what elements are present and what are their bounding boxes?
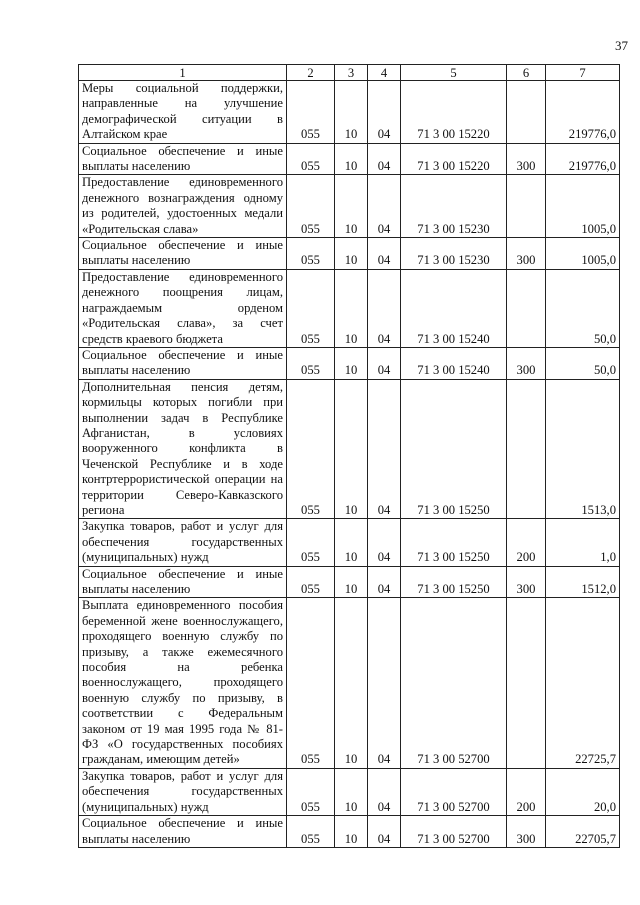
- row-code-cell: 055: [287, 768, 335, 815]
- column-header: 5: [401, 65, 507, 81]
- table-row: [79, 566, 620, 598]
- row-expense-type-cell: [507, 81, 546, 144]
- row-section-cell: 10: [335, 816, 368, 848]
- row-target-article-cell: 71 3 00 15250: [401, 566, 507, 598]
- row-section-cell: 10: [335, 566, 368, 598]
- row-target-article-cell: 71 3 00 15250: [401, 519, 507, 566]
- row-name-cell: Социальное обеспечение и иные выплаты населению: [79, 816, 287, 848]
- row-section-cell: 10: [335, 598, 368, 768]
- row-section-cell: 10: [335, 175, 368, 238]
- row-target-article-cell: 71 3 00 15230: [401, 175, 507, 238]
- row-target-article-cell: 71 3 00 15250: [401, 379, 507, 519]
- row-target-article-cell: 71 3 00 15240: [401, 269, 507, 347]
- row-subsection-cell: 04: [368, 347, 401, 379]
- row-section-cell: 10: [335, 347, 368, 379]
- row-target-article-cell: 71 3 00 15230: [401, 238, 507, 270]
- row-amount-cell: 1512,0: [546, 566, 620, 598]
- row-code-cell: 055: [287, 143, 335, 175]
- column-header: 2: [287, 65, 335, 81]
- row-subsection-cell: 04: [368, 816, 401, 848]
- row-target-article-cell: 71 3 00 52700: [401, 816, 507, 848]
- column-header: 6: [507, 65, 546, 81]
- table-row: [79, 598, 620, 768]
- row-subsection-cell: 04: [368, 598, 401, 768]
- budget-table: [78, 64, 620, 848]
- row-subsection-cell: 04: [368, 379, 401, 519]
- row-code-cell: 055: [287, 175, 335, 238]
- row-section-cell: 10: [335, 768, 368, 815]
- row-expense-type-cell: [507, 175, 546, 238]
- row-section-cell: 10: [335, 519, 368, 566]
- row-name-cell: Меры социальной поддержки, направленные на улучшение демографической ситуации в Алтайском крае: [79, 81, 287, 144]
- row-name-cell: Предоставление единовременного денежного поощрения лицам, награждаемым орденом «Родительская слава», за счет средств краевого бюджета: [79, 269, 287, 347]
- row-expense-type-cell: [507, 269, 546, 347]
- row-expense-type-cell: 200: [507, 519, 546, 566]
- row-name-cell: Предоставление единовременного денежного вознаграждения одному из родителей, удостоенных медали «Родительская слава»: [79, 175, 287, 238]
- row-expense-type-cell: 200: [507, 768, 546, 815]
- row-amount-cell: 50,0: [546, 347, 620, 379]
- row-target-article-cell: 71 3 00 52700: [401, 598, 507, 768]
- column-header: 1: [79, 65, 287, 81]
- table-row: [79, 768, 620, 815]
- row-name-cell: Социальное обеспечение и иные выплаты населению: [79, 566, 287, 598]
- row-name-cell: Социальное обеспечение и иные выплаты населению: [79, 347, 287, 379]
- row-name-cell: Закупка товаров, работ и услуг для обеспечения государственных (муниципальных) нужд: [79, 768, 287, 815]
- table-row: [79, 519, 620, 566]
- row-amount-cell: 50,0: [546, 269, 620, 347]
- column-header: 3: [335, 65, 368, 81]
- table-row: [79, 816, 620, 848]
- table-row: [79, 238, 620, 270]
- table-row: [79, 269, 620, 347]
- column-header: 4: [368, 65, 401, 81]
- row-amount-cell: 22725,7: [546, 598, 620, 768]
- row-expense-type-cell: 300: [507, 143, 546, 175]
- row-subsection-cell: 04: [368, 81, 401, 144]
- table-row: [79, 347, 620, 379]
- row-amount-cell: 1005,0: [546, 238, 620, 270]
- row-subsection-cell: 04: [368, 768, 401, 815]
- row-subsection-cell: 04: [368, 269, 401, 347]
- column-header: 7: [546, 65, 620, 81]
- row-amount-cell: 1513,0: [546, 379, 620, 519]
- row-amount-cell: 219776,0: [546, 143, 620, 175]
- row-code-cell: 055: [287, 81, 335, 144]
- row-name-cell: Закупка товаров, работ и услуг для обеспечения государственных (муниципальных) нужд: [79, 519, 287, 566]
- row-amount-cell: 219776,0: [546, 81, 620, 144]
- row-amount-cell: 20,0: [546, 768, 620, 815]
- row-target-article-cell: 71 3 00 15240: [401, 347, 507, 379]
- row-expense-type-cell: [507, 598, 546, 768]
- row-expense-type-cell: 300: [507, 816, 546, 848]
- row-code-cell: 055: [287, 379, 335, 519]
- page-number: 37: [615, 38, 628, 53]
- table-header-row: [79, 65, 620, 81]
- row-amount-cell: 1005,0: [546, 175, 620, 238]
- row-code-cell: 055: [287, 347, 335, 379]
- row-name-cell: Выплата единовременного пособия беременной жене военнослужащего, проходящего военную службу по призыву, а также ежемесячного пособия на ребенка военнослужащего, проходящего военную службу по призыву, в соответствии с Федеральным законом от 19 мая 1995 года № 81-ФЗ «О государственных пособиях гражданам, имеющим детей»: [79, 598, 287, 768]
- row-subsection-cell: 04: [368, 519, 401, 566]
- row-code-cell: 055: [287, 269, 335, 347]
- row-name-cell: Социальное обеспечение и иные выплаты населению: [79, 238, 287, 270]
- row-target-article-cell: 71 3 00 15220: [401, 81, 507, 144]
- row-section-cell: 10: [335, 238, 368, 270]
- row-name-cell: Дополнительная пенсия детям, кормильцы которых погибли при выполнении задач в Республике Афганистан, в условиях вооруженного конфликта в Чеченской Республике и в ходе контртеррористической операции на территории Северо-Кавказского региона: [79, 379, 287, 519]
- row-amount-cell: 22705,7: [546, 816, 620, 848]
- row-target-article-cell: 71 3 00 52700: [401, 768, 507, 815]
- row-code-cell: 055: [287, 566, 335, 598]
- row-subsection-cell: 04: [368, 566, 401, 598]
- row-section-cell: 10: [335, 81, 368, 144]
- table-row: [79, 175, 620, 238]
- row-section-cell: 10: [335, 379, 368, 519]
- row-section-cell: 10: [335, 269, 368, 347]
- row-expense-type-cell: [507, 379, 546, 519]
- table-row: [79, 143, 620, 175]
- row-subsection-cell: 04: [368, 175, 401, 238]
- row-expense-type-cell: 300: [507, 238, 546, 270]
- row-expense-type-cell: 300: [507, 347, 546, 379]
- table-row: [79, 81, 620, 144]
- row-code-cell: 055: [287, 816, 335, 848]
- row-amount-cell: 1,0: [546, 519, 620, 566]
- row-code-cell: 055: [287, 238, 335, 270]
- row-code-cell: 055: [287, 598, 335, 768]
- row-subsection-cell: 04: [368, 143, 401, 175]
- row-target-article-cell: 71 3 00 15220: [401, 143, 507, 175]
- row-expense-type-cell: 300: [507, 566, 546, 598]
- row-section-cell: 10: [335, 143, 368, 175]
- row-subsection-cell: 04: [368, 238, 401, 270]
- table-row: [79, 379, 620, 519]
- row-name-cell: Социальное обеспечение и иные выплаты населению: [79, 143, 287, 175]
- row-code-cell: 055: [287, 519, 335, 566]
